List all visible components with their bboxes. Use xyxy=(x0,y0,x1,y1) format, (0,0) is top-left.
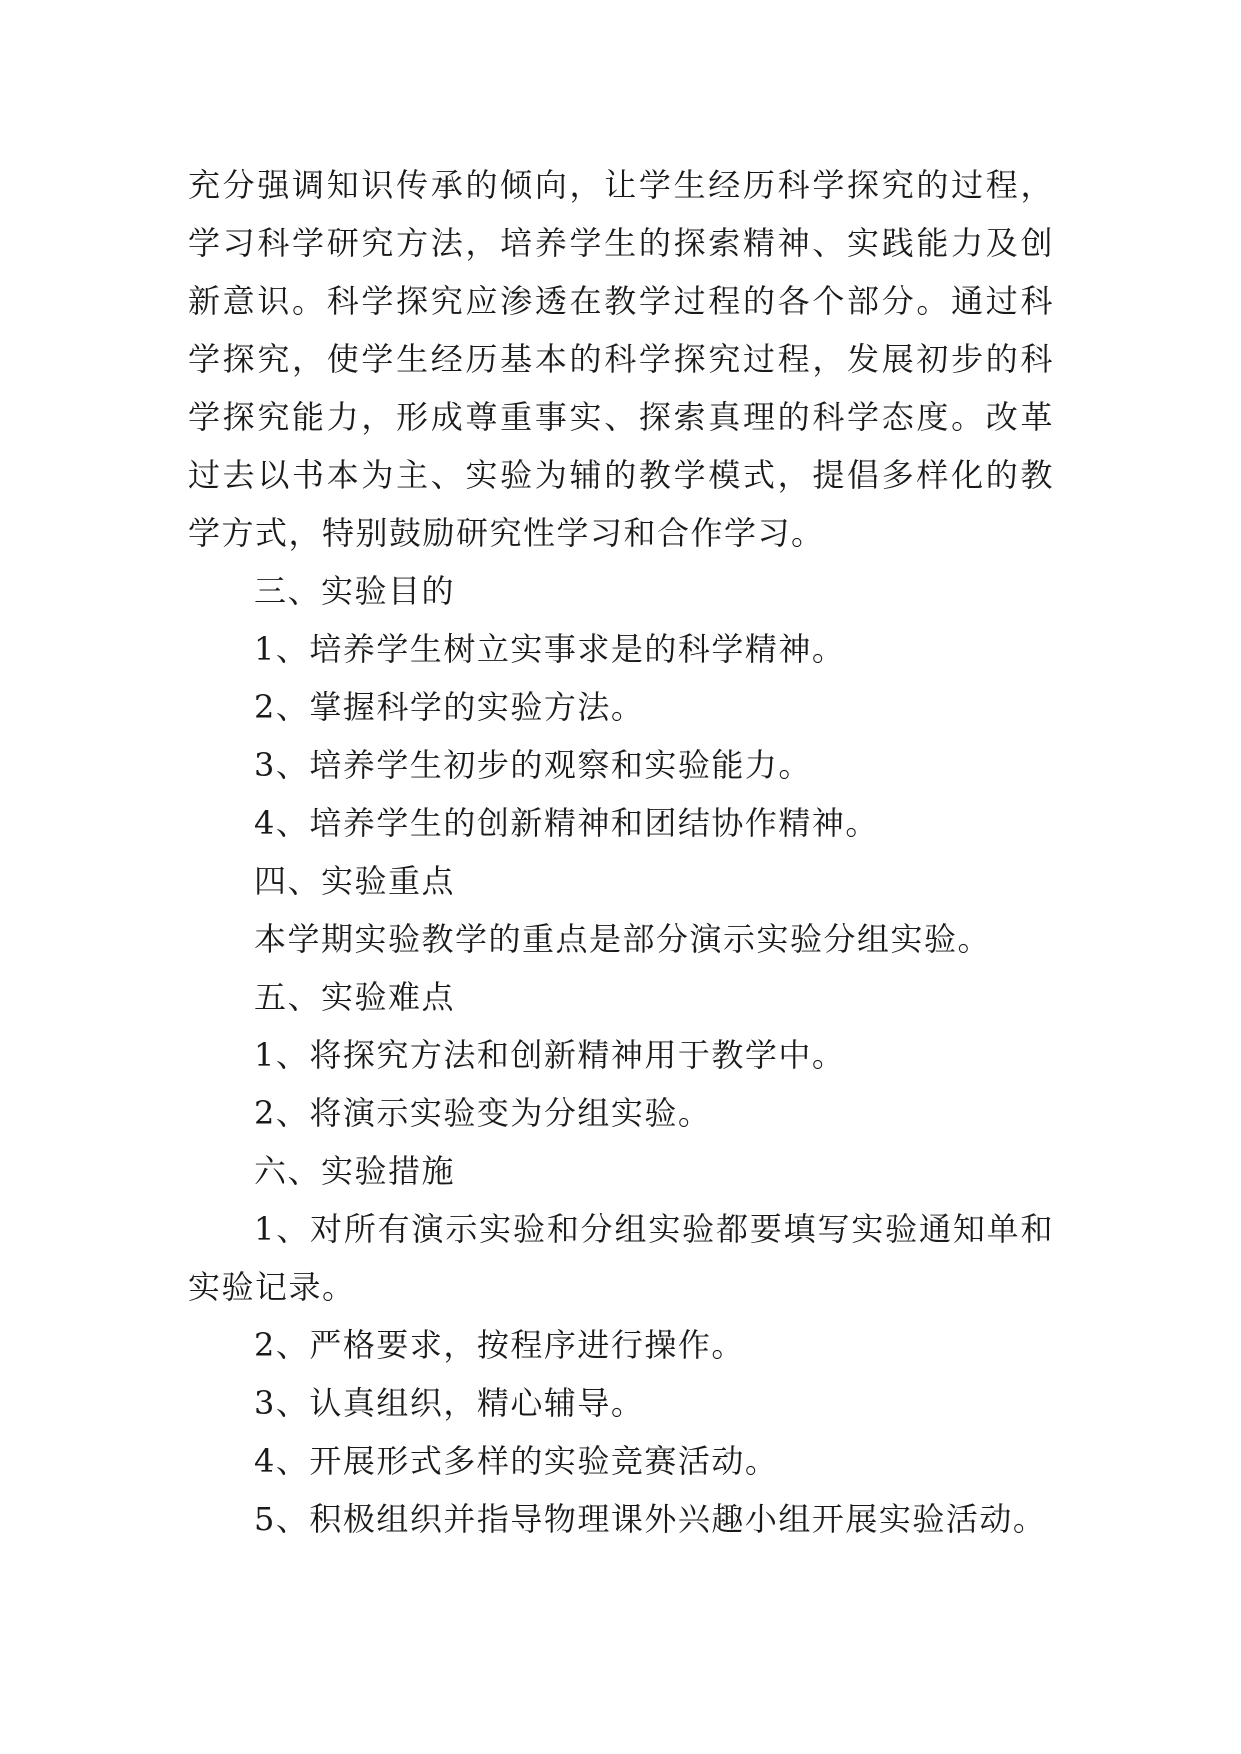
list-item: 1、培养学生树立实事求是的科学精神。 xyxy=(254,630,846,668)
document-body xyxy=(188,156,1054,1548)
list-item: 5、积极组织并指导物理课外兴趣小组开展实验活动。 xyxy=(254,1500,1047,1538)
section-heading-difficulties: 五、实验难点 xyxy=(254,978,456,1016)
list-item: 1、将探究方法和创新精神用于教学中。 xyxy=(254,1036,846,1074)
paragraph-focus: 本学期实验教学的重点是部分演示实验分组实验。 xyxy=(254,920,992,958)
list-item: 3、认真组织，精心辅导。 xyxy=(254,1384,645,1422)
paragraph-intro: 充分强调知识传承的倾向，让学生经历科学探究的过程，学习科学研究方法，培养学生的探索精神、实践能力及创新意识。科学探究应渗透在教学过程的各个部分。通过科学探究，使学生经历基本的科学探究过程，发展初步的科学探究能力，形成尊重事实、探索真理的科学态度。改革过去以书本为主、实验为辅的教学模式，提倡多样化的教学方式，特别鼓励研究性学习和合作学习。 xyxy=(188,166,1054,552)
section-heading-focus: 四、实验重点 xyxy=(254,862,456,900)
section-heading-goals: 三、实验目的 xyxy=(254,572,456,610)
list-item: 2、将演示实验变为分组实验。 xyxy=(254,1094,712,1132)
list-item: 1、对所有演示实验和分组实验都要填写实验通知单和实验记录。 xyxy=(188,1210,1054,1306)
list-item: 2、掌握科学的实验方法。 xyxy=(254,688,645,726)
list-item: 4、开展形式多样的实验竞赛活动。 xyxy=(254,1442,779,1480)
section-heading-measures: 六、实验措施 xyxy=(254,1152,456,1190)
list-item: 3、培养学生初步的观察和实验能力。 xyxy=(254,746,812,784)
list-item: 4、培养学生的创新精神和团结协作精神。 xyxy=(254,804,879,842)
list-item: 2、严格要求，按程序进行操作。 xyxy=(254,1326,745,1364)
